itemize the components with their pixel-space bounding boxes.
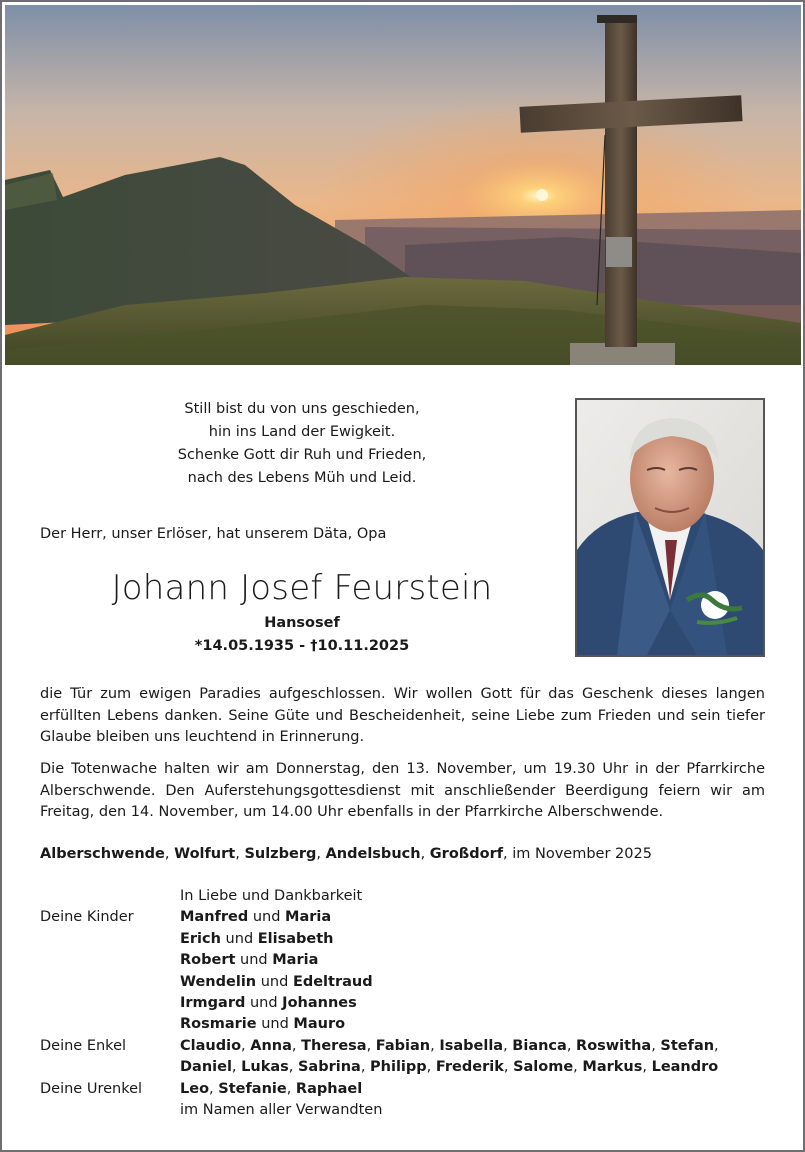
intro-text: Der Herr, unser Erlöser, hat unserem Däta, Opa bbox=[40, 526, 387, 542]
tribute-paragraph: die Tür zum ewigen Paradies aufgeschlossen. Wir wollen Gott für das Geschenk dieses langen erfüllten Lebens danken. Seine Güte und Bescheidenheit, seine Liebe zum Frieden und sein tiefer Glaube bleiben uns leuchtend in Erinnerung. bbox=[40, 686, 765, 745]
closing-line: im Namen aller Verwandten bbox=[180, 1101, 383, 1118]
deceased-nickname: Hansosef bbox=[264, 615, 340, 631]
portrait-photo-icon bbox=[577, 400, 763, 655]
poem-line: hin ins Land der Ewigkeit. bbox=[208, 424, 396, 440]
partner-name: Johannes bbox=[282, 994, 357, 1011]
partner-name: Maria bbox=[272, 952, 319, 969]
grandchildren-row: Daniel, Lukas, Sabrina, Philipp, Frederik, Salome, Markus, Leandro bbox=[180, 1059, 719, 1076]
child-name: Rosmarie bbox=[180, 1016, 257, 1033]
partner-name: Maria bbox=[285, 909, 332, 926]
great-grandchild-name: Raphael bbox=[295, 1080, 363, 1097]
service-paragraph: Die Totenwache halten wir am Donnerstag, den 13. November, um 19.30 Uhr in der Pfarrkirche Alberschwende. Den Auferstehungsgottesdienst mit anschließender Beerdigung feiern wir am Freitag, den 14. November, um 14.00 Uhr ebenfalls in der Pfarrkirche Alberschwende. bbox=[40, 761, 765, 820]
place-name: Sulzberg bbox=[244, 846, 317, 862]
portrait bbox=[575, 398, 765, 657]
grandchild-name: Lukas bbox=[241, 1059, 289, 1076]
place-name: Andelsbuch bbox=[325, 846, 421, 862]
place-names: Alberschwende, Wolfurt, Sulzberg, Andelsbuch, Großdorf bbox=[40, 846, 504, 862]
great-grandchildren-label: Deine Urenkel bbox=[40, 1080, 143, 1097]
place-name: Wolfurt bbox=[174, 846, 236, 862]
grandchild-name: Anna bbox=[250, 1037, 292, 1054]
child-couple-row: Robert und Maria bbox=[180, 952, 319, 969]
grandchild-name: Bianca bbox=[512, 1037, 567, 1054]
child-couple-row: Irmgard und Johannes bbox=[180, 994, 357, 1011]
grandchild-name: Roswitha bbox=[576, 1037, 652, 1054]
child-couple-row: Deine Kinder Manfred und Maria bbox=[40, 907, 765, 928]
summit-cross-sunset-photo-icon bbox=[5, 5, 801, 365]
grandchild-name: Daniel bbox=[180, 1059, 232, 1076]
family-heading: In Liebe und Dankbarkeit bbox=[180, 888, 363, 904]
grandchild-name: Salome bbox=[513, 1059, 574, 1076]
grandchildren-row: Deine Enkel Claudio, Anna, Theresa, Fabian, Isabella, Bianca, Roswitha, Stefan, bbox=[40, 1036, 765, 1057]
place-name: Großdorf bbox=[429, 846, 504, 862]
poem-line: Schenke Gott dir Ruh und Frieden, bbox=[177, 447, 427, 463]
child-couple-row: Wendelin und Edeltraud bbox=[180, 973, 373, 990]
grandchild-name: Markus bbox=[582, 1059, 643, 1076]
places-line bbox=[40, 846, 652, 862]
great-grandchild-name: Leo bbox=[180, 1080, 210, 1097]
great-grandchild-name: Stefanie bbox=[218, 1080, 287, 1097]
date-line: , im November 2025 bbox=[503, 846, 652, 862]
child-name: Irmgard bbox=[180, 994, 246, 1011]
poem-line: Still bist du von uns geschieden, bbox=[184, 401, 420, 417]
deceased-name: Johann Josef Feurstein bbox=[111, 568, 493, 608]
grandchild-name: Claudio bbox=[180, 1037, 242, 1054]
place-name: Alberschwende bbox=[40, 846, 165, 862]
child-name: Manfred bbox=[180, 909, 249, 926]
great-grandchildren-names: Leo, Stefanie, Raphael bbox=[180, 1080, 363, 1097]
poem-line: nach des Lebens Müh und Leid. bbox=[187, 470, 417, 486]
grandchildren-label: Deine Enkel bbox=[40, 1037, 127, 1054]
life-dates: *14.05.1935 - †10.11.2025 bbox=[194, 638, 410, 654]
grandchild-name: Leandro bbox=[651, 1059, 719, 1076]
partner-name: Elisabeth bbox=[257, 930, 334, 947]
grandchild-name: Isabella bbox=[439, 1037, 504, 1054]
partner-name: Mauro bbox=[293, 1016, 346, 1033]
child-couple-row: Rosmarie und Mauro bbox=[180, 1016, 346, 1033]
grandchild-name: Philipp bbox=[370, 1059, 427, 1076]
child-name: Robert bbox=[180, 952, 236, 969]
grandchild-name: Theresa bbox=[301, 1037, 367, 1054]
child-couple-row: Erich und Elisabeth bbox=[180, 930, 334, 947]
family-list bbox=[40, 886, 765, 1121]
children-label: Deine Kinder bbox=[40, 909, 134, 926]
grandchild-name: Stefan bbox=[660, 1037, 715, 1054]
hero-photo bbox=[5, 5, 801, 365]
partner-name: Edeltraud bbox=[292, 973, 373, 990]
grandchild-name: Frederik bbox=[435, 1059, 504, 1076]
grandchild-name: Sabrina bbox=[297, 1059, 361, 1076]
child-name: Erich bbox=[180, 930, 221, 947]
child-name: Wendelin bbox=[180, 973, 257, 990]
memorial-poem bbox=[122, 398, 482, 490]
grandchild-name: Fabian bbox=[375, 1037, 431, 1054]
